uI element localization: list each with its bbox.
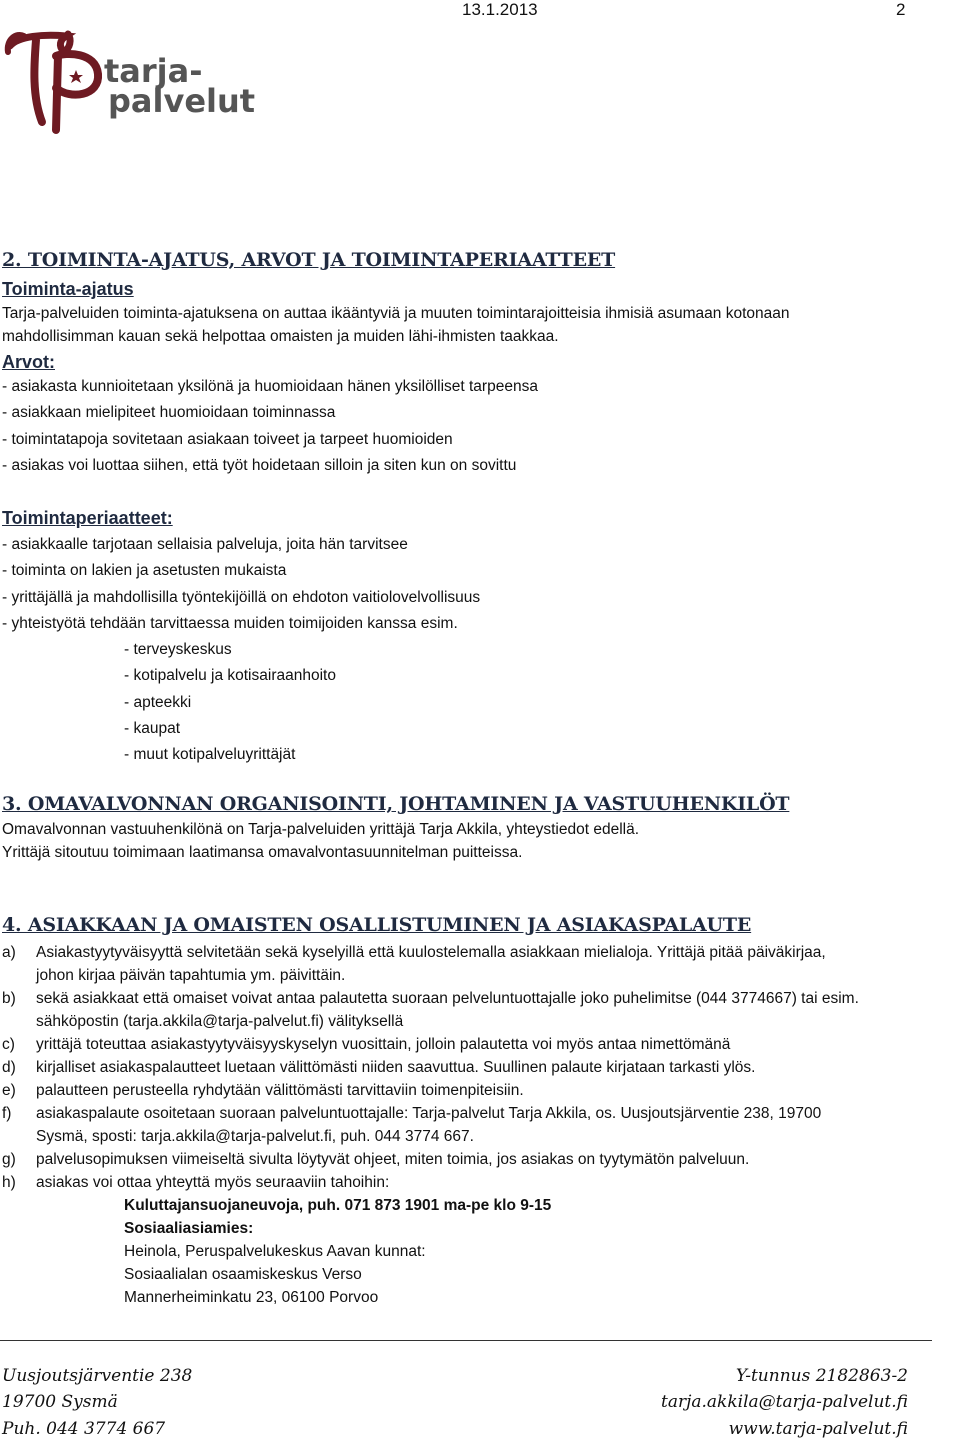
text-line: palautteen perusteella ryhdytään välittömästi tarvittaviin toimenpiteisiin.: [36, 1082, 524, 1099]
toimintaperiaatteet-heading: Toimintaperiaatteet:: [2, 508, 173, 528]
list-label: g): [2, 1151, 16, 1168]
arvot-heading: Arvot:: [2, 352, 55, 372]
text-line: Tarja-palveluiden toiminta-ajatuksena on auttaa ikääntyviä ja muuten toimintarajoitteisia ihmisiä asumaan kotonaan: [2, 305, 790, 322]
list-label: f): [2, 1105, 12, 1122]
text-line: Yrittäjä sitoutuu toimimaan laatimansa omavalvontasuunnitelman puitteissa.: [2, 844, 523, 861]
text-line: yrittäjä toteuttaa asiakastyytyväisyyskyselyn vuosittain, jolloin palautetta voi myös antaa nimettömänä: [36, 1036, 731, 1053]
list-item-f: [2, 1102, 960, 1148]
list-item: - yrittäjällä ja mahdollisilla työntekijöillä on ehdoton vaitiolovelvollisuus: [2, 588, 481, 606]
list-item-c: [2, 1033, 960, 1056]
text-line: mahdollisimman kauan sekä helpottaa omaisten ja muiden lähi-ihmisten taakkaa.: [2, 328, 559, 345]
text-line: asiakaspalaute osoitetaan suoraan palveluntuottajalle: Tarja-palvelut Tarja Akkila, os. Uusjoutsjärventie 238, 19700: [36, 1105, 822, 1122]
footer-email[interactable]: tarja.akkila@tarja-palvelut.fi: [661, 1392, 908, 1412]
footer-phone: Puh. 044 3774 667: [2, 1419, 166, 1439]
page-number: 2: [896, 0, 906, 19]
list-item-a: [2, 941, 960, 987]
text-line: johon kirjaa päivän tapahtumia ym. päivittäin.: [36, 967, 346, 984]
header-date: 13.1.2013: [462, 0, 538, 19]
text-line: palvelusopimuksen viimeiseltä sivulta löytyvät ohjeet, miten toimia, jos asiakas on tyytymätön palveluun.: [36, 1151, 750, 1168]
section2-title: 2. TOIMINTA-AJATUS, ARVOT JA TOIMINTAPERIAATTEET: [2, 249, 616, 271]
list-label: d): [2, 1059, 16, 1076]
text-line: sähköpostin (tarja.akkila@tarja-palvelut.fi) välityksellä: [36, 1013, 404, 1030]
arvot-list: [2, 374, 538, 479]
footer-divider: [0, 1340, 932, 1341]
list-item-e: [2, 1079, 960, 1102]
list-label: c): [2, 1036, 15, 1053]
consumer-advisor-line: Kuluttajansuojaneuvoja, puh. 071 873 1901 ma-pe klo 9-15: [124, 1197, 552, 1214]
contact-block: [2, 1194, 960, 1309]
list-item-h: [2, 1171, 960, 1194]
toiminta-ajatus-text: [2, 302, 790, 348]
toiminta-ajatus-heading: Toiminta-ajatus: [2, 279, 134, 299]
list-item: - toimintatapoja sovitetaan asiakaan toiveet ja tarpeet huomioiden: [2, 430, 453, 448]
list-item-b: [2, 987, 960, 1033]
footer-website[interactable]: www.tarja-palvelut.fi: [728, 1419, 908, 1439]
footer-ytunnus: Y-tunnus 2182863-2: [735, 1366, 908, 1386]
list-item: - apteekki: [124, 693, 192, 711]
company-logo: [4, 26, 256, 141]
list-label: a): [2, 944, 16, 961]
list-item: - muut kotipalveluyrittäjät: [124, 746, 296, 764]
text-line: Omavalvonnan vastuuhenkilönä on Tarja-palveluiden yrittäjä Tarja Akkila, yhteystiedot edellä.: [2, 821, 640, 838]
list-item: - terveyskeskus: [124, 641, 232, 658]
text-line: asiakas voi ottaa yhteyttä myös seuraaviin tahoihin:: [36, 1174, 390, 1191]
text-line: Sosiaalialan osaamiskeskus Verso: [124, 1266, 362, 1283]
section4-title: 4. ASIAKKAAN JA OMAISTEN OSALLISTUMINEN JA ASIAKASPALAUTE: [2, 914, 752, 936]
section3-text: [2, 818, 639, 864]
text-line: Mannerheiminkatu 23, 06100 Porvoo: [124, 1289, 379, 1306]
list-item: - asiakkaan mielipiteet huomioidaan toiminnassa: [2, 404, 336, 422]
list-item: - kotipalvelu ja kotisairaanhoito: [124, 667, 336, 685]
social-ombudsman-heading: Sosiaaliasiamies:: [124, 1220, 254, 1237]
text-line: kirjalliset asiakaspalautteet luetaan välittömästi niiden saavuttua. Suullinen palaute kirjataan tarkasti ylös.: [36, 1059, 756, 1076]
toimintaperiaatteet-list: [2, 532, 480, 637]
logo-text-line1: tarja-: [104, 52, 203, 90]
partners-list: [124, 637, 336, 768]
text-line: Heinola, Peruspalvelukeskus Aavan kunnat:: [124, 1243, 426, 1260]
list-label: h): [2, 1174, 16, 1191]
list-label: b): [2, 990, 16, 1007]
footer-city: 19700 Sysmä: [2, 1392, 118, 1412]
list-label: e): [2, 1082, 16, 1099]
list-item: - asiakasta kunnioitetaan yksilönä ja huomioidaan hänen yksilölliset tarpeensa: [2, 378, 538, 395]
text-line: Sysmä, sposti: tarja.akkila@tarja-palvelut.fi, puh. 044 3774 667.: [36, 1128, 474, 1145]
logo-text-line2: palvelut: [108, 82, 256, 120]
list-item: - asiakkaalle tarjotaan sellaisia palveluja, joita hän tarvitsee: [2, 536, 408, 553]
feedback-list: [2, 941, 960, 1309]
list-item: - toiminta on lakien ja asetusten mukaista: [2, 562, 287, 580]
list-item: - kaupat: [124, 719, 181, 737]
section3-title: 3. OMAVALVONNAN ORGANISOINTI, JOHTAMINEN JA VASTUUHENKILÖT: [2, 793, 790, 815]
list-item: - yhteistyötä tehdään tarvittaessa muiden toimijoiden kanssa esim.: [2, 614, 458, 632]
text-line: Asiakastyytyväisyyttä selvitetään sekä kyselyillä että kuulostelemalla asiakkaan mielialoja. Yrittäjä pitää päiväkirjaa,: [36, 944, 826, 961]
list-item-d: [2, 1056, 960, 1079]
text-line: sekä asiakkaat että omaiset voivat antaa palautetta suoraan pelveluntuottajalle joko puhelimitse (044 3774667) tai esim.: [36, 990, 859, 1007]
footer-address: Uusjoutsjärventie 238: [2, 1366, 193, 1386]
list-item: - asiakas voi luottaa siihen, että työt hoidetaan silloin ja siten kun on sovittu: [2, 456, 517, 474]
list-item-g: [2, 1148, 960, 1171]
